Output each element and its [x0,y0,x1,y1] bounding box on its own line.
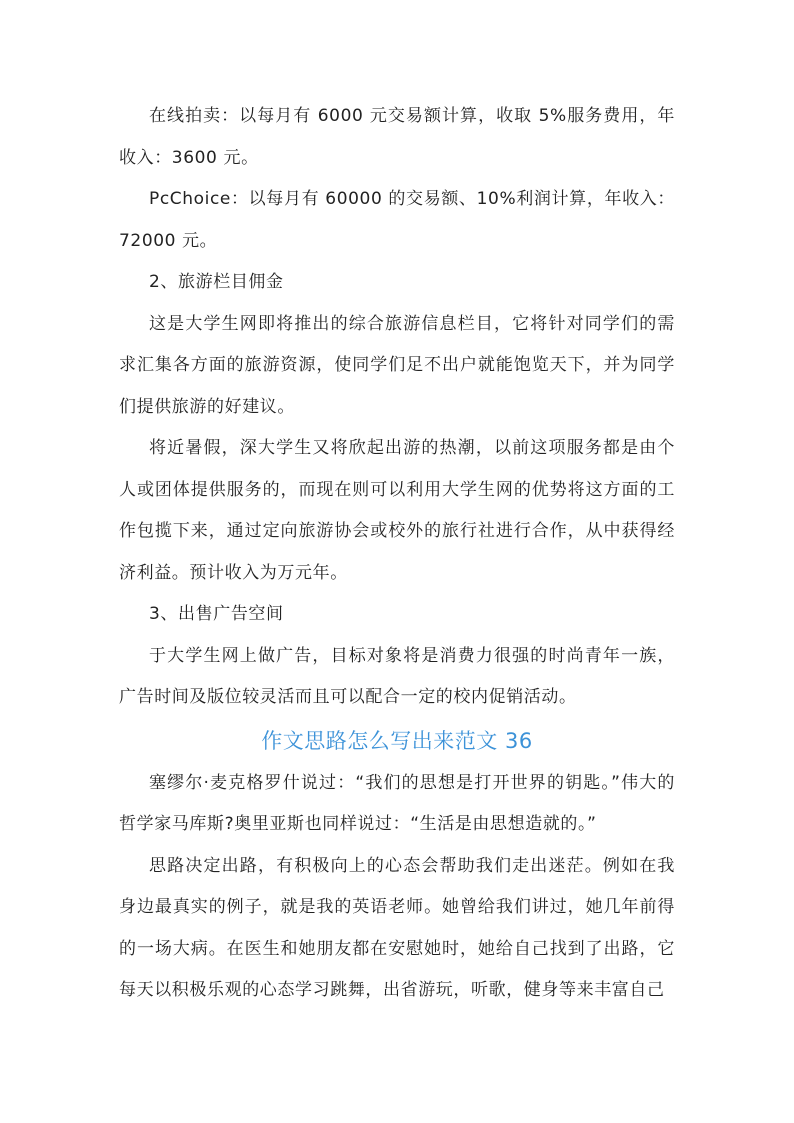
section-heading-ad-space: 3、出售广告空间 [149,604,284,624]
paragraph-quotes: 塞缪尔·麦克格罗什说过：“我们的思想是打开世界的钥匙。”伟大的哲学家马库斯?奥里亚斯也同样说过：“生活是由思想造就的。” [119,772,675,834]
document-page [119,96,675,1012]
paragraph-advertising: 于大学生网上做广告，目标对象将是消费力很强的时尚青年一族，广告时间及版位较灵活而且可以配合一定的校内促销活动。 [119,645,675,707]
essay-title-heading: 作文思路怎么写出来范文 36 [261,728,533,753]
paragraph-pcchoice: PcChoice：以每月有 60000 的交易额、10%利润计算，年收入：72000 元。 [119,189,675,251]
paragraph-travel-column: 这是大学生网即将推出的综合旅游信息栏目，它将针对同学们的需求汇集各方面的旅游资源，使同学们足不出户就能饱览天下，并为同学们提供旅游的好建议。 [119,313,675,417]
section-heading-travel-commission: 2、旅游栏目佣金 [149,272,284,292]
paragraph-summer-travel: 将近暑假，深大学生又将欣起出游的热潮，以前这项服务都是由个人或团体提供服务的，而现在则可以利用大学生网的优势将这方面的工作包揽下来，通过定向旅游协会或校外的旅行社进行合作，从中获得经济利益。预计收入为万元年。 [119,438,675,583]
paragraph-mindset-example: 思路决定出路，有积极向上的心态会帮助我们走出迷茫。例如在我身边最真实的例子，就是我的英语老师。她曾给我们讲过，她几年前得的一场大病。在医生和她朋友都在安慰她时，她给自己找到了出路，它每天以积极乐观的心态学习跳舞，出省游玩，听歌，健身等来丰富自己 [119,855,675,1000]
paragraph-online-auction: 在线拍卖：以每月有 6000 元交易额计算，收取 5%服务费用，年收入：3600 元。 [119,106,675,168]
